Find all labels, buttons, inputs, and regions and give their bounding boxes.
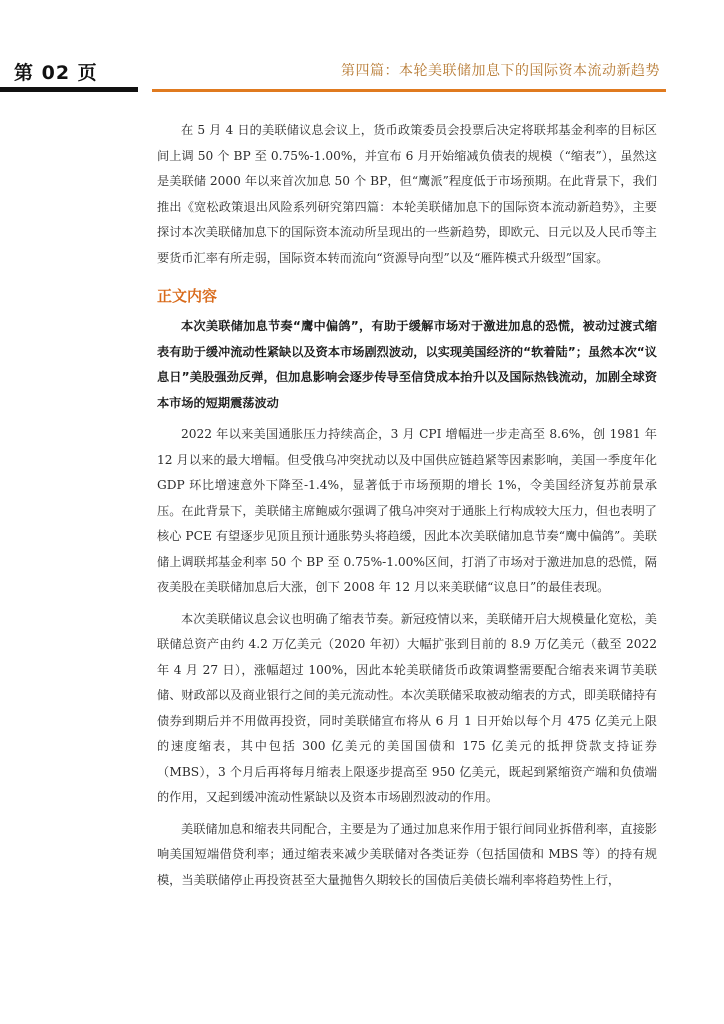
- header-rule-orange: [152, 89, 666, 92]
- body-paragraph-3: 美联储加息和缩表共同配合，主要是为了通过加息来作用于银行间同业拆借利率，直接影响美国短端借贷利率；通过缩表来减少美联储对各类证券（包括国债和 MBS 等）的持有规模，当美联储停止再投资甚至大量抛售久期较长的国债后美债长端利率将趋势性上行，: [157, 821, 657, 887]
- body-paragraph-1: 2022 年以来美国通胀压力持续高企，3 月 CPI 增幅进一步走高至 8.6%，创 1981 年 12 月以来的最大增幅。但受俄乌冲突扰动以及中国供应链趋紧等因素影响，美国一季度年化 GDP 环比增速意外下降至-1.4%，显著低于市场预期的增长 1%，令美国经济复苏前景承压。在此背景下，美联储主席鲍威尔强调了俄乌冲突对于通胀上行构成较大压力，但也表明了核心 PCE 有望逐步见顶且预计通胀势头将趋缓，因此本次美联储加息节奏“鹰中偏鸽”。美联储上调联邦基金利率 50 个 BP 至 0.75%-1.00%区间，打消了市场对于激进加息的恐慌，隔夜美股在美联储加息后大涨，创下 2008 年 12 月以来美联储“议息日”的最佳表现。: [157, 427, 657, 594]
- article-title: 第四篇：本轮美联储加息下的国际资本流动新趋势: [341, 63, 660, 79]
- document-body: [157, 118, 657, 899]
- body-paragraph-2: 本次美联储议息会议也明确了缩表节奏。新冠疫情以来，美联储开启大规模量化宽松，美联储总资产由约 4.2 万亿美元（2020 年初）大幅扩张到目前的 8.9 万亿美元（截至 2022 年 4 月 27 日），涨幅超过 100%，因此本轮美联储货币政策调整需要配合缩表来调节美联储、财政部以及商业银行之间的美元流动性。本次美联储采取被动缩表的方式，即美联储持有债券到期后并不用做再投资，同时美联储宣布将从 6 月 1 日开始以每个月 475 亿美元上限的速度缩表，其中包括 300 亿美元的美国国债和 175 亿美元的抵押贷款支持证券（MBS），3 个月后再将每月缩表上限逐步提高至 950 亿美元，既起到紧缩资产端和负债端的作用，又起到缓冲流动性紧缺以及资本市场剧烈波动的作用。: [157, 611, 657, 804]
- section-heading: 正文内容: [157, 287, 218, 305]
- intro-paragraph: 在 5 月 4 日的美联储议息会议上，货币政策委员会投票后决定将联邦基金利率的目标区间上调 50 个 BP 至 0.75%-1.00%，并宣布 6 月开始缩减负债表的规模（“缩表”），虽然这是美联储 2000 年以来首次加息 50 个 BP，但“鹰派”程度低于市场预期。在此背景下，我们推出《宽松政策退出风险系列研究第四篇：本轮美联储加息下的国际资本流动新趋势》，主要探讨本次美联储加息下的国际资本流动所呈现出的一些新趋势，即欧元、日元以及人民币等主要货币汇率有所走弱，国际资本转而流向“资源导向型”以及“雁阵模式升级型”国家。: [157, 123, 657, 265]
- header-rule-dark: [0, 87, 138, 92]
- page-number: 第 02 页: [14, 62, 98, 84]
- lead-paragraph: 本次美联储加息节奏“鹰中偏鸽”，有助于缓解市场对于激进加息的恐慌，被动过渡式缩表有助于缓冲流动性紧缺以及资本市场剧烈波动，以实现美国经济的“软着陆”；虽然本次“议息日”美股强劲反弹，但加息影响会逐步传导至信贷成本抬升以及国际热钱流动，加剧全球资本市场的短期震荡波动: [157, 319, 657, 410]
